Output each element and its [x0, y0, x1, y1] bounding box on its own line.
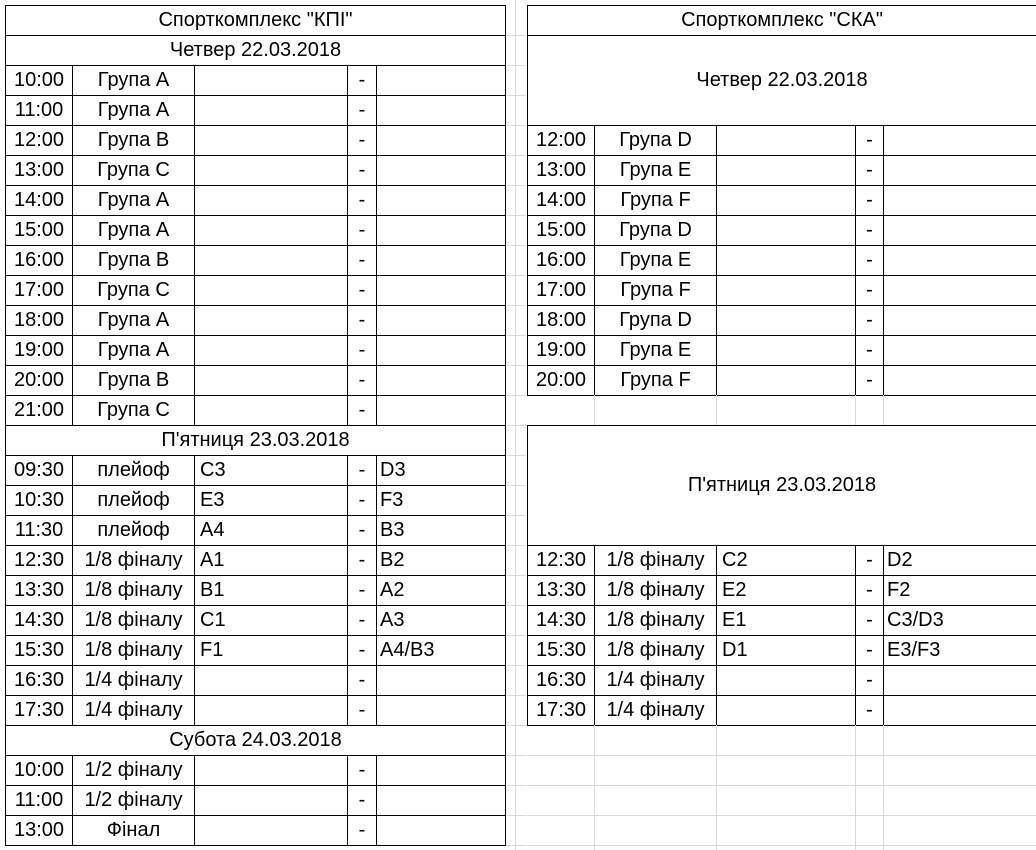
gridline [855, 395, 856, 425]
time-cell[interactable]: 13:00 [5, 155, 73, 186]
time-cell[interactable]: 14:30 [527, 605, 595, 636]
gridline [515, 0, 516, 850]
gridline [506, 245, 526, 246]
match-name-cell[interactable]: Група Е [594, 245, 717, 276]
day-header[interactable]: Четвер 22.03.2018 [527, 35, 1036, 126]
gridline [506, 365, 526, 366]
match-name-cell[interactable]: Група В [72, 125, 195, 156]
team2-cell[interactable]: С3/D3 [883, 605, 1036, 636]
team1-cell[interactable] [194, 245, 348, 276]
match-name-cell[interactable]: Група D [594, 305, 717, 336]
match-name-cell[interactable]: 1/8 фіналу [594, 605, 717, 636]
match-name-cell[interactable]: Група Е [594, 155, 717, 186]
team2-cell[interactable] [883, 155, 1036, 186]
team2-cell[interactable] [883, 305, 1036, 336]
gridline [594, 725, 595, 850]
team1-cell[interactable]: Е3 [194, 485, 348, 516]
team1-cell[interactable] [194, 665, 348, 696]
separator-cell[interactable]: - [855, 185, 884, 216]
team2-cell[interactable] [883, 365, 1036, 396]
separator-cell[interactable]: - [855, 635, 884, 666]
separator-cell[interactable]: - [347, 575, 377, 606]
match-name-cell[interactable]: Група В [72, 245, 195, 276]
time-cell[interactable]: 21:00 [5, 395, 73, 426]
match-name-cell[interactable]: 1/2 фіналу [72, 755, 195, 786]
team1-cell[interactable] [716, 665, 856, 696]
gridline [506, 485, 526, 486]
match-name-cell[interactable]: Група А [72, 95, 195, 126]
gridline [506, 35, 526, 36]
time-cell[interactable]: 14:00 [5, 185, 73, 216]
team2-cell[interactable] [376, 95, 506, 126]
time-cell[interactable]: 09:30 [5, 455, 73, 486]
gridline [506, 605, 526, 606]
team1-cell[interactable] [194, 695, 348, 726]
team1-cell[interactable] [194, 185, 348, 216]
separator-cell[interactable]: - [855, 245, 884, 276]
separator-cell[interactable]: - [855, 215, 884, 246]
gridline [716, 395, 717, 425]
team1-cell[interactable] [716, 215, 856, 246]
separator-cell[interactable]: - [347, 545, 377, 576]
team1-cell[interactable] [194, 305, 348, 336]
team2-cell[interactable] [883, 125, 1036, 156]
team2-cell[interactable] [376, 185, 506, 216]
time-cell[interactable]: 15:30 [527, 635, 595, 666]
separator-cell[interactable]: - [855, 155, 884, 186]
separator-cell[interactable]: - [855, 305, 884, 336]
gridline [506, 815, 526, 816]
match-name-cell[interactable]: Група А [72, 215, 195, 246]
time-cell[interactable]: 10:30 [5, 485, 73, 516]
team2-cell[interactable]: Е3/F3 [883, 635, 1036, 666]
team1-cell[interactable] [194, 125, 348, 156]
match-name-cell[interactable]: Група С [72, 275, 195, 306]
team1-cell[interactable] [194, 335, 348, 366]
team1-cell[interactable]: С2 [716, 545, 856, 576]
gridline [506, 425, 526, 426]
separator-cell[interactable]: - [347, 185, 377, 216]
team1-cell[interactable] [194, 215, 348, 246]
gridline [506, 755, 526, 756]
team1-cell[interactable]: Е1 [716, 605, 856, 636]
time-cell[interactable]: 19:00 [527, 335, 595, 366]
time-cell[interactable]: 15:00 [5, 215, 73, 246]
team2-cell[interactable] [883, 215, 1036, 246]
separator-cell[interactable]: - [855, 125, 884, 156]
separator-cell[interactable]: - [347, 695, 377, 726]
separator-cell[interactable]: - [347, 755, 377, 786]
team1-cell[interactable]: D1 [716, 635, 856, 666]
team2-cell[interactable] [376, 815, 506, 846]
team2-cell[interactable] [883, 185, 1036, 216]
gridline [506, 665, 526, 666]
separator-cell[interactable]: - [347, 155, 377, 186]
gridline [855, 725, 856, 850]
time-cell[interactable]: 17:00 [527, 275, 595, 306]
time-cell[interactable]: 16:00 [5, 245, 73, 276]
time-cell[interactable]: 13:30 [5, 575, 73, 606]
team1-cell[interactable] [716, 365, 856, 396]
gridline [506, 125, 526, 126]
gridline [506, 215, 526, 216]
team2-cell[interactable] [376, 215, 506, 246]
separator-cell[interactable]: - [347, 95, 377, 126]
match-name-cell[interactable]: 1/8 фіналу [72, 605, 195, 636]
time-cell[interactable]: 15:00 [527, 215, 595, 246]
time-cell[interactable]: 10:00 [5, 755, 73, 786]
separator-cell[interactable]: - [347, 215, 377, 246]
gridline [506, 725, 526, 726]
team1-cell[interactable] [716, 695, 856, 726]
team2-cell[interactable] [376, 155, 506, 186]
time-cell[interactable]: 16:30 [5, 665, 73, 696]
match-name-cell[interactable]: плейоф [72, 455, 195, 486]
separator-cell[interactable]: - [855, 335, 884, 366]
time-cell[interactable]: 16:30 [527, 665, 595, 696]
match-name-cell[interactable]: плейоф [72, 485, 195, 516]
match-name-cell[interactable]: Фінал [72, 815, 195, 846]
team2-cell[interactable]: F3 [376, 485, 506, 516]
team2-cell[interactable]: А3 [376, 605, 506, 636]
gridline [527, 755, 1036, 756]
gridline [506, 305, 526, 306]
team1-cell[interactable] [716, 185, 856, 216]
match-name-cell[interactable]: 1/4 фіналу [72, 695, 195, 726]
match-name-cell[interactable]: Група С [72, 155, 195, 186]
separator-cell[interactable]: - [347, 125, 377, 156]
team2-cell[interactable] [376, 695, 506, 726]
match-name-cell[interactable]: 1/8 фіналу [594, 635, 717, 666]
team2-cell[interactable] [883, 665, 1036, 696]
time-cell[interactable]: 12:00 [527, 125, 595, 156]
gridline [506, 335, 526, 336]
separator-cell[interactable]: - [855, 605, 884, 636]
team2-cell[interactable] [376, 275, 506, 306]
gridline [506, 455, 526, 456]
team2-cell[interactable] [376, 65, 506, 96]
match-name-cell[interactable]: Група А [72, 335, 195, 366]
separator-cell[interactable]: - [347, 635, 377, 666]
team1-cell[interactable] [194, 275, 348, 306]
team2-cell[interactable] [883, 335, 1036, 366]
team2-cell[interactable]: В3 [376, 515, 506, 546]
separator-cell[interactable]: - [347, 65, 377, 96]
team1-cell[interactable]: В1 [194, 575, 348, 606]
time-cell[interactable]: 16:00 [527, 245, 595, 276]
match-name-cell[interactable]: Група С [72, 395, 195, 426]
time-cell[interactable]: 15:30 [5, 635, 73, 666]
team2-cell[interactable] [883, 245, 1036, 276]
team1-cell[interactable] [194, 815, 348, 846]
gridline [506, 515, 526, 516]
time-cell[interactable]: 17:00 [5, 275, 73, 306]
team2-cell[interactable] [376, 665, 506, 696]
gridline [506, 275, 526, 276]
separator-cell[interactable]: - [855, 695, 884, 726]
match-name-cell[interactable]: 1/4 фіналу [594, 695, 717, 726]
gridline [506, 695, 526, 696]
gridline [527, 785, 1036, 786]
gridline [506, 845, 526, 846]
separator-cell[interactable]: - [347, 815, 377, 846]
match-name-cell[interactable]: Група Е [594, 335, 717, 366]
gridline [883, 395, 884, 425]
match-name-cell[interactable]: 1/2 фіналу [72, 785, 195, 816]
time-cell[interactable]: 13:30 [527, 575, 595, 606]
team1-cell[interactable] [716, 335, 856, 366]
team2-cell[interactable] [883, 695, 1036, 726]
time-cell[interactable]: 12:00 [5, 125, 73, 156]
team1-cell[interactable] [716, 275, 856, 306]
time-cell[interactable]: 19:00 [5, 335, 73, 366]
team1-cell[interactable] [716, 125, 856, 156]
separator-cell[interactable]: - [347, 515, 377, 546]
gridline [506, 785, 526, 786]
gridline [527, 845, 1036, 846]
gridline [506, 545, 526, 546]
gridline [527, 815, 1036, 816]
team1-cell[interactable]: С3 [194, 455, 348, 486]
match-name-cell[interactable]: Група А [72, 185, 195, 216]
team1-cell[interactable]: F1 [194, 635, 348, 666]
team1-cell[interactable]: С1 [194, 605, 348, 636]
team2-cell[interactable]: D2 [883, 545, 1036, 576]
team2-cell[interactable]: F2 [883, 575, 1036, 606]
gridline [594, 395, 595, 425]
match-name-cell[interactable]: Група D [594, 215, 717, 246]
time-cell[interactable]: 11:00 [5, 95, 73, 126]
separator-cell[interactable]: - [855, 575, 884, 606]
time-cell[interactable]: 13:00 [5, 815, 73, 846]
team2-cell[interactable] [376, 125, 506, 156]
gridline [506, 185, 526, 186]
separator-cell[interactable]: - [347, 785, 377, 816]
team1-cell[interactable] [194, 785, 348, 816]
separator-cell[interactable]: - [347, 365, 377, 396]
match-name-cell[interactable]: 1/8 фіналу [594, 545, 717, 576]
team2-cell[interactable] [376, 245, 506, 276]
team1-cell[interactable]: А4 [194, 515, 348, 546]
venue-title-kpi[interactable]: Спорткомплекс "КПІ" [5, 5, 506, 36]
gridline [883, 725, 884, 850]
team1-cell[interactable]: А1 [194, 545, 348, 576]
match-name-cell[interactable]: Група F [594, 365, 717, 396]
day-header[interactable]: Субота 24.03.2018 [5, 725, 506, 756]
time-cell[interactable]: 13:00 [527, 155, 595, 186]
match-name-cell[interactable]: Група F [594, 275, 717, 306]
team1-cell[interactable] [194, 395, 348, 426]
gridline [506, 65, 526, 66]
separator-cell[interactable]: - [347, 485, 377, 516]
gridline [506, 395, 526, 396]
time-cell[interactable]: 11:00 [5, 785, 73, 816]
team2-cell[interactable]: А2 [376, 575, 506, 606]
separator-cell[interactable]: - [347, 335, 377, 366]
time-cell[interactable]: 20:00 [5, 365, 73, 396]
match-name-cell[interactable]: Група А [72, 65, 195, 96]
separator-cell[interactable]: - [855, 275, 884, 306]
team2-cell[interactable] [376, 335, 506, 366]
team2-cell[interactable] [376, 395, 506, 426]
team1-cell[interactable] [716, 155, 856, 186]
match-name-cell[interactable]: Група А [72, 305, 195, 336]
match-name-cell[interactable]: 1/8 фіналу [72, 545, 195, 576]
team2-cell[interactable] [376, 305, 506, 336]
gridline [506, 155, 526, 156]
time-cell[interactable]: 17:30 [5, 695, 73, 726]
match-name-cell[interactable]: 1/8 фіналу [594, 575, 717, 606]
team2-cell[interactable]: А4/В3 [376, 635, 506, 666]
team1-cell[interactable]: Е2 [716, 575, 856, 606]
gridline [506, 95, 526, 96]
team2-cell[interactable]: D3 [376, 455, 506, 486]
separator-cell[interactable]: - [855, 545, 884, 576]
team1-cell[interactable] [716, 305, 856, 336]
gridline [506, 635, 526, 636]
team1-cell[interactable] [194, 95, 348, 126]
day-header[interactable]: Четвер 22.03.2018 [5, 35, 506, 66]
venue-title-ska[interactable]: Спорткомплекс "СКА" [527, 5, 1036, 36]
team1-cell[interactable] [194, 65, 348, 96]
separator-cell[interactable]: - [855, 365, 884, 396]
team2-cell[interactable] [376, 785, 506, 816]
time-cell[interactable]: 17:30 [527, 695, 595, 726]
time-cell[interactable]: 18:00 [527, 305, 595, 336]
time-cell[interactable]: 10:00 [5, 65, 73, 96]
match-name-cell[interactable]: 1/4 фіналу [72, 665, 195, 696]
separator-cell[interactable]: - [855, 665, 884, 696]
gridline [506, 575, 526, 576]
team1-cell[interactable] [716, 245, 856, 276]
team2-cell[interactable] [883, 275, 1036, 306]
separator-cell[interactable]: - [347, 395, 377, 426]
team1-cell[interactable] [194, 155, 348, 186]
day-header[interactable]: П'ятниця 23.03.2018 [5, 425, 506, 456]
time-cell[interactable]: 14:00 [527, 185, 595, 216]
time-cell[interactable]: 14:30 [5, 605, 73, 636]
time-cell[interactable]: 11:30 [5, 515, 73, 546]
match-name-cell[interactable]: плейоф [72, 515, 195, 546]
gridline [716, 725, 717, 850]
match-name-cell[interactable]: Група В [72, 365, 195, 396]
team2-cell[interactable]: В2 [376, 545, 506, 576]
separator-cell[interactable]: - [347, 305, 377, 336]
time-cell[interactable]: 18:00 [5, 305, 73, 336]
match-name-cell[interactable]: 1/8 фіналу [72, 635, 195, 666]
separator-cell[interactable]: - [347, 245, 377, 276]
time-cell[interactable]: 12:30 [5, 545, 73, 576]
separator-cell[interactable]: - [347, 455, 377, 486]
team1-cell[interactable] [194, 755, 348, 786]
team2-cell[interactable] [376, 755, 506, 786]
separator-cell[interactable]: - [347, 665, 377, 696]
match-name-cell[interactable]: Група F [594, 185, 717, 216]
match-name-cell[interactable]: 1/4 фіналу [594, 665, 717, 696]
match-name-cell[interactable]: Група D [594, 125, 717, 156]
match-name-cell[interactable]: 1/8 фіналу [72, 575, 195, 606]
team1-cell[interactable] [194, 365, 348, 396]
team2-cell[interactable] [376, 365, 506, 396]
day-header[interactable]: П'ятниця 23.03.2018 [527, 425, 1036, 546]
time-cell[interactable]: 12:30 [527, 545, 595, 576]
separator-cell[interactable]: - [347, 605, 377, 636]
time-cell[interactable]: 20:00 [527, 365, 595, 396]
separator-cell[interactable]: - [347, 275, 377, 306]
